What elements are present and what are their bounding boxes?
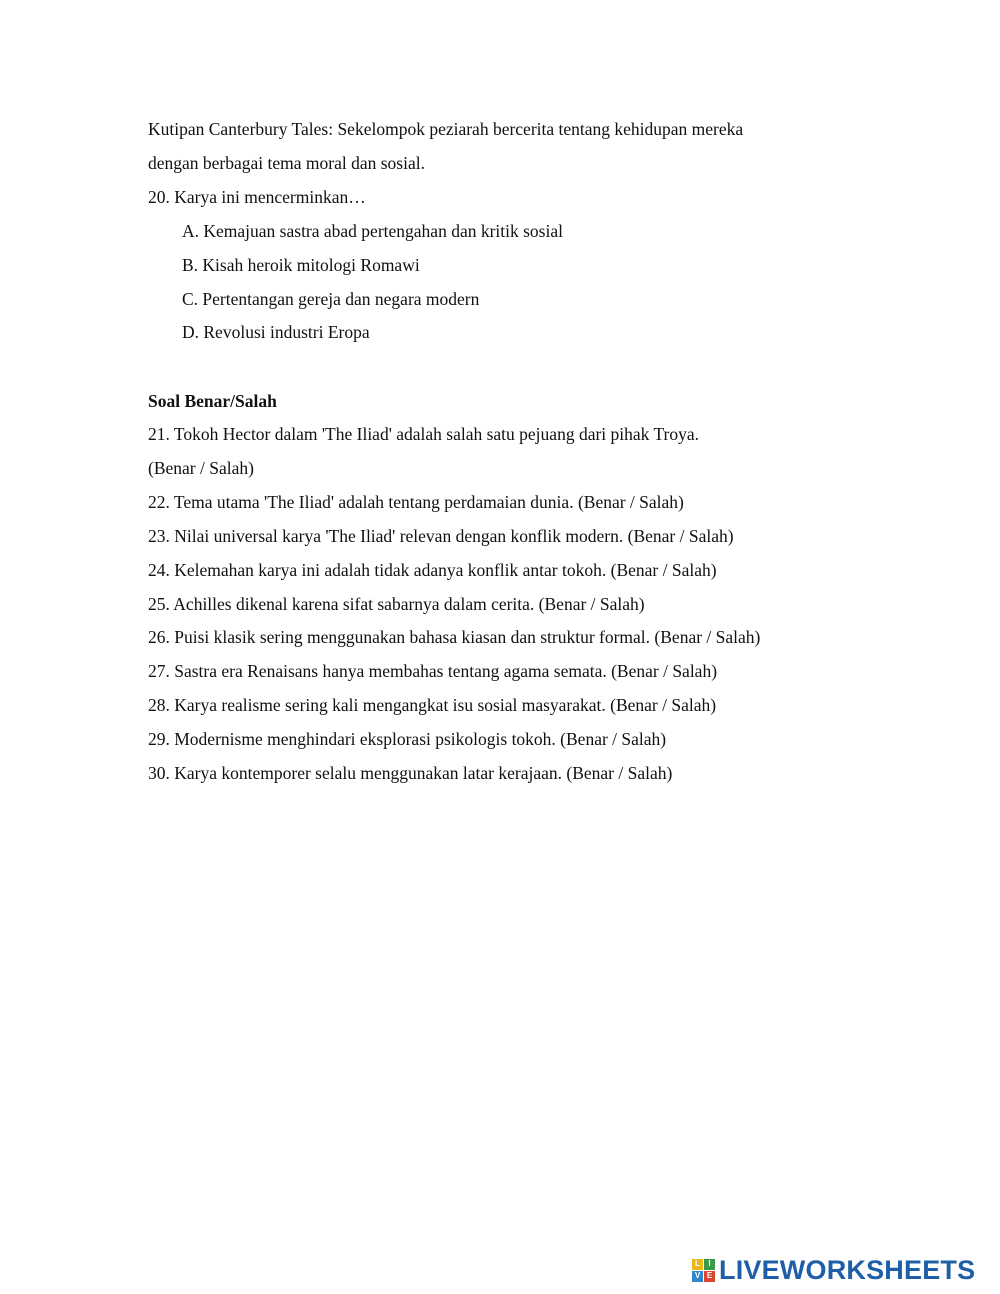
statement-25: 25. Achilles dikenal karena sifat sabarnya dalam cerita. (Benar / Salah) [148, 594, 645, 614]
statement-30: 30. Karya kontemporer selalu menggunakan latar kerajaan. (Benar / Salah) [148, 763, 673, 783]
badge-letter-l: L [692, 1259, 703, 1270]
liveworksheets-logo[interactable] [692, 1254, 975, 1286]
statement-28: 28. Karya realisme sering kali mengangkat isu sosial masyarakat. (Benar / Salah) [148, 695, 717, 715]
badge-letter-v: V [692, 1271, 703, 1282]
statement-27: 27. Sastra era Renaisans hanya membahas tentang agama semata. (Benar / Salah) [148, 661, 718, 681]
statement-26: 26. Puisi klasik sering menggunakan bahasa kiasan dan struktur formal. (Benar / Salah) [148, 627, 761, 647]
section-title-true-false: Soal Benar/Salah [148, 391, 277, 411]
statement-22: 22. Tema utama 'The Iliad' adalah tentang perdamaian dunia. (Benar / Salah) [148, 492, 684, 512]
badge-letter-i: I [704, 1259, 715, 1270]
liveworksheets-wordmark: LIVEWORKSHEETS [719, 1254, 976, 1285]
question-20-option-d: D. Revolusi industri Eropa [182, 322, 370, 342]
liveworksheets-badge-icon [692, 1259, 715, 1282]
question-20-option-c: C. Pertentangan gereja dan negara modern [182, 289, 480, 309]
question-20-option-b: B. Kisah heroik mitologi Romawi [182, 255, 420, 275]
passage-line-2: dengan berbagai tema moral dan sosial. [148, 153, 425, 173]
question-20-option-a: A. Kemajuan sastra abad pertengahan dan kritik sosial [182, 221, 563, 241]
statement-21-choices: (Benar / Salah) [148, 458, 254, 478]
statement-23: 23. Nilai universal karya 'The Iliad' relevan dengan konflik modern. (Benar / Salah) [148, 526, 734, 546]
statement-21: 21. Tokoh Hector dalam 'The Iliad' adalah salah satu pejuang dari pihak Troya. [148, 424, 700, 444]
statement-29: 29. Modernisme menghindari eksplorasi psikologis tokoh. (Benar / Salah) [148, 729, 667, 749]
passage-line-1: Kutipan Canterbury Tales: Sekelompok peziarah bercerita tentang kehidupan mereka [148, 119, 744, 139]
statement-24: 24. Kelemahan karya ini adalah tidak adanya konflik antar tokoh. (Benar / Salah) [148, 560, 717, 580]
badge-letter-e: E [704, 1271, 715, 1282]
question-20-stem: 20. Karya ini mencerminkan… [148, 187, 366, 207]
